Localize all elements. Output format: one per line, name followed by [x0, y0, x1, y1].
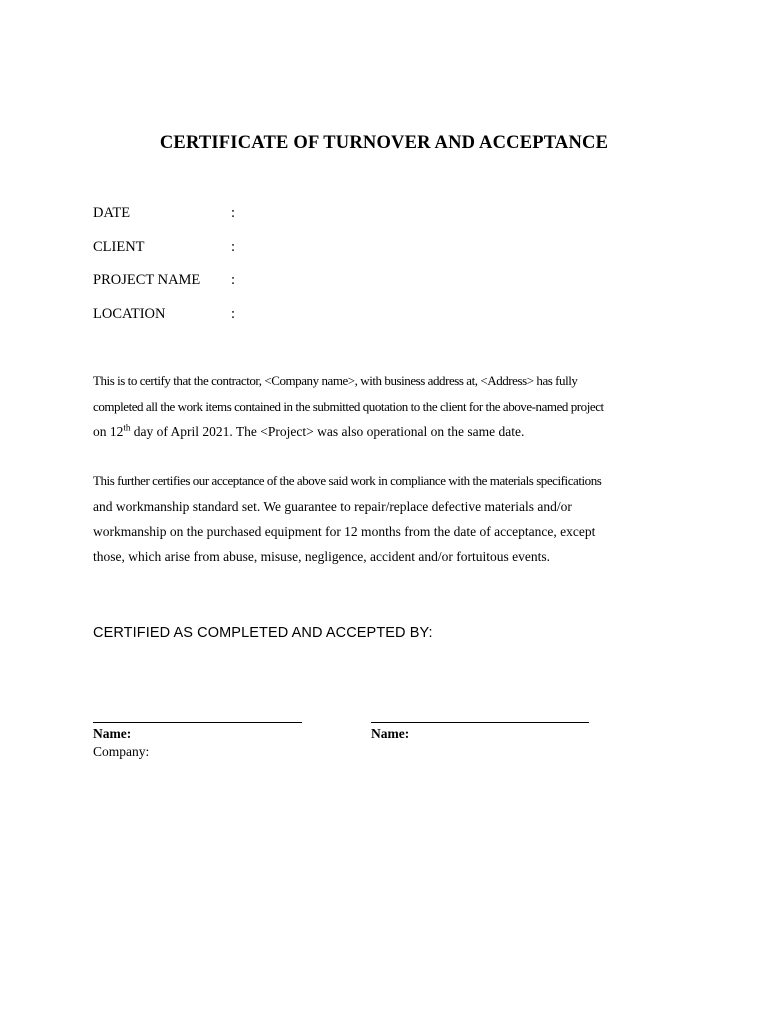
document-title: CERTIFICATE OF TURNOVER AND ACCEPTANCE — [159, 133, 609, 153]
paragraph-line: and workmanship standard set. We guarantee to repair/replace defective materials and/or — [93, 499, 572, 514]
paragraph-line: those, which arise from abuse, misuse, negligence, accident and/or fortuitous events. — [93, 549, 550, 564]
paragraph-line: completed all the work items contained in the submitted quotation to the client for the above-named project — [93, 399, 604, 414]
paragraph-line: workmanship on the purchased equipment for 12 months from the date of acceptance, except — [93, 524, 596, 539]
field-label-date: DATE — [93, 205, 131, 221]
field-colon-date: : — [231, 205, 236, 221]
ordinal-suffix: th — [123, 422, 131, 433]
field-label-location: LOCATION — [93, 306, 166, 322]
signature-company-label: Company: — [93, 744, 150, 759]
paragraph-line: This is to certify that the contractor, <Company name>, with business address at, <Address> has fully — [93, 373, 578, 388]
signature-name-label-right: Name: — [371, 726, 410, 741]
paragraph-line — [93, 424, 524, 440]
date-text-suffix: day of April 2021. The <Project> was also operational on the same date. — [130, 424, 525, 439]
field-label-client: CLIENT — [93, 239, 145, 255]
signature-line-left — [93, 722, 302, 723]
paragraph-line: This further certifies our acceptance of the above said work in compliance with the materials specifications — [93, 473, 602, 488]
certified-heading: CERTIFIED AS COMPLETED AND ACCEPTED BY: — [93, 625, 433, 641]
field-colon-client: : — [231, 239, 236, 255]
date-text-prefix: on 12 — [93, 424, 124, 439]
field-colon-project-name: : — [231, 272, 236, 288]
signature-name-label-left: Name: — [93, 726, 132, 741]
field-label-project-name: PROJECT NAME — [93, 272, 201, 288]
field-colon-location: : — [231, 306, 236, 322]
signature-line-right — [371, 722, 589, 723]
